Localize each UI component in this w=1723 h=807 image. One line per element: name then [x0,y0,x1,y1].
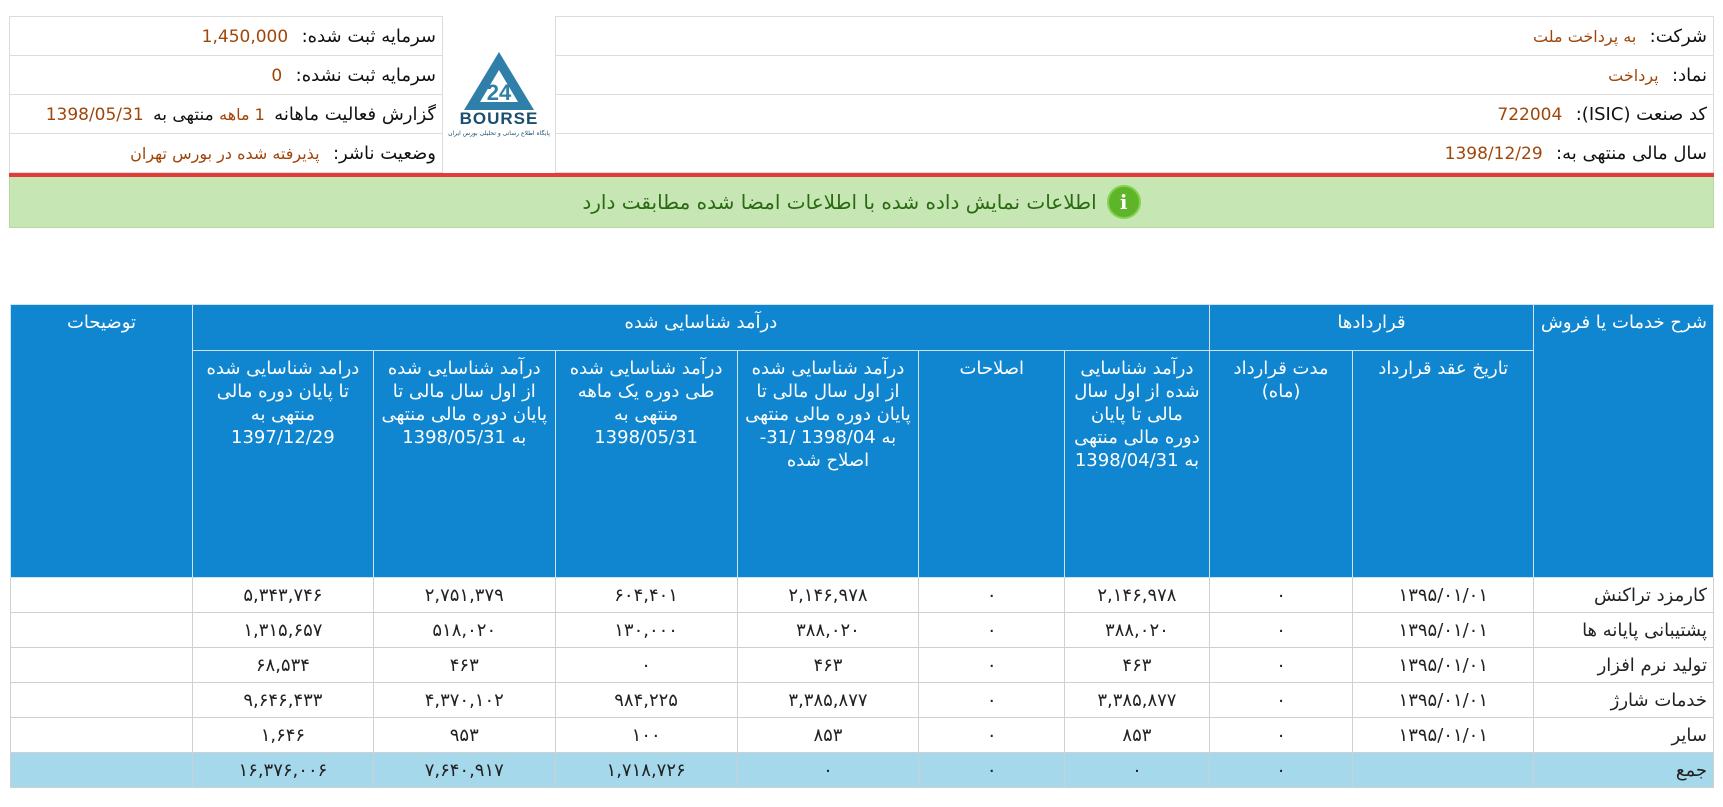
table-row [11,683,1714,718]
cell-service: تولید نرم افزار [1534,648,1714,683]
cell-notes [11,718,193,753]
cell-rev-to-0431-corrected: ۰ [737,753,919,788]
header-contracts: قراردادها [1209,305,1533,351]
cell-contract-duration: ۰ [1209,648,1353,683]
report-date: 1398/05/31 [45,104,144,125]
cell-corrections: ۰ [919,718,1065,753]
cell-service: کارمزد تراکنش [1534,578,1714,613]
company-label: شرکت: [1649,25,1707,47]
cell-contract-date: ۱۳۹۵/۰۱/۰۱ [1353,648,1534,683]
cell-contract-duration: ۰ [1209,613,1353,648]
monthly-activity-table [10,304,1714,788]
notice-text: اطلاعات نمایش داده شده با اطلاعات امضا شده مطابقت دارد [582,190,1097,214]
cell-service: سایر [1534,718,1714,753]
header-notes: توضیحات [11,305,193,578]
cell-rev-month: ۰ [555,648,737,683]
report-ending: منتهی به [153,104,214,125]
cell-service: خدمات شارژ [1534,683,1714,718]
status-cell [10,134,443,173]
isic-label: کد صنعت (ISIC): [1575,103,1707,125]
cell-rev-prev-year: ۵,۳۴۳,۷۴۶ [192,578,373,613]
cell-rev-to-0531: ۴۶۳ [373,648,555,683]
cell-rev-to-0531: ۵۱۸,۰۲۰ [373,613,555,648]
capital-value: 1,450,000 [201,26,289,47]
page-header [9,16,1714,228]
fiscal-value: 1398/12/29 [1444,143,1543,164]
cell-notes [11,648,193,683]
cell-corrections: ۰ [919,753,1065,788]
cell-rev-to-0431: ۴۶۳ [1065,648,1210,683]
symbol-value[interactable]: پرداخت [1608,65,1659,85]
report-text: گزارش فعالیت ماهانه [274,103,436,125]
cell-rev-to-0431-corrected: ۳۸۸,۰۲۰ [737,613,919,648]
cell-rev-prev-year: ۱,۶۴۶ [192,718,373,753]
logo-cell [443,17,556,173]
cell-notes [11,683,193,718]
header-contract-date: تاریخ عقد قرارداد [1353,351,1534,578]
fiscal-label: سال مالی منتهی به: [1556,142,1707,164]
cell-rev-to-0431: ۲,۱۴۶,۹۷۸ [1065,578,1210,613]
cell-rev-to-0431: ۰ [1065,753,1210,788]
cell-rev-month: ۹۸۴,۲۲۵ [555,683,737,718]
header-service: شرح خدمات یا فروش [1534,305,1714,578]
cell-rev-to-0431-corrected: ۴۶۳ [737,648,919,683]
cell-contract-date: ۱۳۹۵/۰۱/۰۱ [1353,613,1534,648]
cell-contract-duration: ۰ [1209,753,1353,788]
table-row [11,718,1714,753]
unreg-capital-cell [10,56,443,95]
cell-rev-month: ۶۰۴,۴۰۱ [555,578,737,613]
cell-rev-prev-year: ۹,۶۴۶,۴۳۳ [192,683,373,718]
header-contract-duration: مدت قرارداد (ماه) [1209,351,1353,578]
header-corrections: اصلاحات [919,351,1065,578]
cell-contract-date [1353,753,1534,788]
cell-rev-to-0431-corrected: ۸۵۳ [737,718,919,753]
unreg-capital-value: 0 [271,65,283,86]
capital-cell [10,17,443,56]
cell-notes [11,613,193,648]
cell-notes [11,578,193,613]
cell-rev-to-0431: ۳۸۸,۰۲۰ [1065,613,1210,648]
company-info-table [9,16,1714,173]
table-row [11,613,1714,648]
cell-rev-to-0531: ۲,۷۵۱,۳۷۹ [373,578,555,613]
cell-rev-prev-year: ۱۶,۳۷۶,۰۰۶ [192,753,373,788]
cell-corrections: ۰ [919,648,1065,683]
cell-contract-duration: ۰ [1209,683,1353,718]
total-row [11,753,1714,788]
cell-contract-date: ۱۳۹۵/۰۱/۰۱ [1353,578,1534,613]
cell-corrections: ۰ [919,613,1065,648]
cell-contract-date: ۱۳۹۵/۰۱/۰۱ [1353,718,1534,753]
cell-rev-to-0531: ۴,۳۷۰,۱۰۲ [373,683,555,718]
logo-text: BOURSE [459,109,539,128]
report-months: 1 ماهه [219,104,265,124]
header-recognized: درآمد شناسایی شده [192,305,1209,351]
header-rev-to-0531: درآمد شناسایی شده از اول سال مالی تا پایان دوره مالی منتهی به 1398/05/31 [373,351,555,578]
isic-cell [556,95,1714,134]
logo-number: 24 [486,80,512,105]
fiscal-cell [556,134,1714,173]
cell-total-label: جمع [1534,753,1714,788]
cell-rev-prev-year: ۶۸,۵۳۴ [192,648,373,683]
company-cell [556,17,1714,56]
cell-corrections: ۰ [919,683,1065,718]
unreg-capital-label: سرمایه ثبت نشده: [295,64,436,86]
status-value: پذیرفته شده در بورس تهران [130,143,320,163]
cell-corrections: ۰ [919,578,1065,613]
cell-rev-to-0531: ۹۵۳ [373,718,555,753]
cell-rev-to-0531: ۷,۶۴۰,۹۱۷ [373,753,555,788]
cell-contract-date: ۱۳۹۵/۰۱/۰۱ [1353,683,1534,718]
verification-notice [9,177,1714,228]
cell-rev-to-0431-corrected: ۲,۱۴۶,۹۷۸ [737,578,919,613]
company-value[interactable]: به پرداخت ملت [1533,26,1637,46]
logo-subtext: پایگاه اطلاع رسانی و تحلیلی بورس ایران [448,130,550,137]
status-label: وضعیت ناشر: [332,142,436,164]
cell-service: پشتیبانی پایانه ها [1534,613,1714,648]
cell-contract-duration: ۰ [1209,578,1353,613]
info-icon: i [1107,185,1141,219]
cell-rev-to-0431: ۸۵۳ [1065,718,1210,753]
table-row [11,648,1714,683]
header-rev-month: درآمد شناسایی شده طی دوره یک ماهه منتهی به 1398/05/31 [555,351,737,578]
header-rev-prev-year: درامد شناسایی شده تا پایان دوره مالی منتهی به 1397/12/29 [192,351,373,578]
cell-contract-duration: ۰ [1209,718,1353,753]
cell-rev-month: ۱۳۰,۰۰۰ [555,613,737,648]
isic-value: 722004 [1497,104,1563,125]
report-cell [10,95,443,134]
capital-label: سرمایه ثبت شده: [301,25,436,47]
cell-rev-prev-year: ۱,۳۱۵,۶۵۷ [192,613,373,648]
cell-rev-month: ۱۰۰ [555,718,737,753]
symbol-label: نماد: [1672,64,1707,86]
header-rev-to-0431: درآمد شناسایی شده از اول سال مالی تا پایان دوره مالی منتهی به 1398/04/31 [1065,351,1210,578]
bourse-logo [444,36,554,148]
header-rev-to-0431-corrected: درآمد شناسایی شده از اول سال مالی تا پایان دوره مالی منتهی به 1398/04 /31-اصلاح شده [737,351,919,578]
cell-rev-to-0431: ۳,۳۸۵,۸۷۷ [1065,683,1210,718]
cell-rev-to-0431-corrected: ۳,۳۸۵,۸۷۷ [737,683,919,718]
cell-rev-month: ۱,۷۱۸,۷۲۶ [555,753,737,788]
table-row [11,578,1714,613]
symbol-cell [556,56,1714,95]
cell-notes [11,753,193,788]
